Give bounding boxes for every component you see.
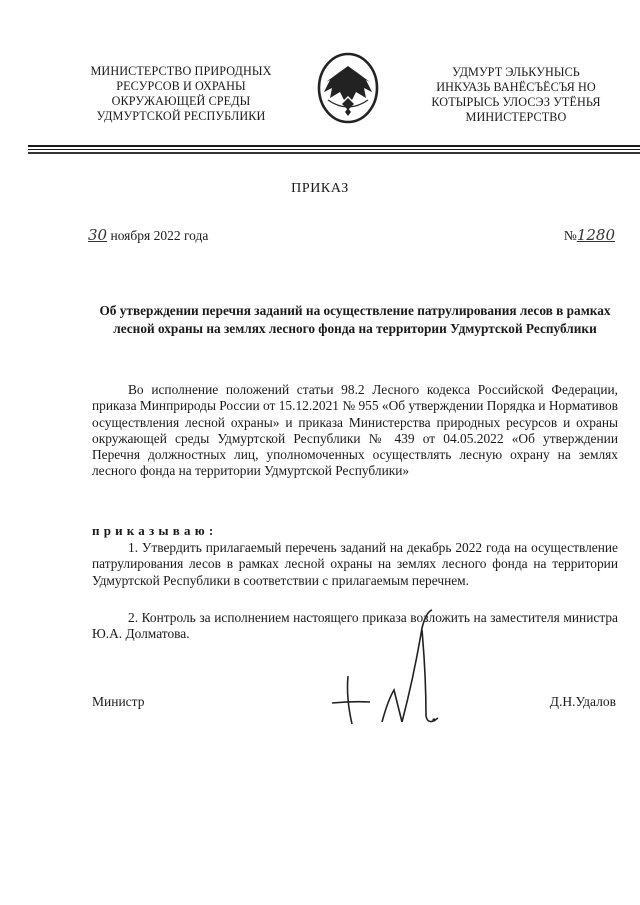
- signatory-role: Министр: [92, 694, 145, 709]
- preamble-paragraph: Во исполнение положений статьи 98.2 Лесного кодекса Российской Федерации, приказа Минприроды России от 15.12.2021 № 955 «Об утверждении Порядка и Нормативов осуществления лесной охраны» и приказа Министерства природных ресурсов и охраны окружающей среды Удмуртской Республики № 439 от 04.05.2022 «Об утверждении Перечня должностных лиц, уполномоченных осуществлять лесную охрану на землях лесного фонда на территории Удмуртской Республики»: [92, 382, 618, 479]
- order-item: 1. Утвердить прилагаемый перечень заданий на декабрь 2022 года на осуществление патрулирования лесов в рамках лесной охраны на землях лесного фонда на территории Удмуртской Республики в соответствии с прилагаемым перечнем.: [92, 540, 618, 588]
- signatory-name: Д.Н.Удалов: [549, 694, 616, 709]
- header-line: КОТЫРЫСЬ УЛОСЭЗ УТЁНЬЯ: [431, 95, 601, 109]
- order-item: 2. Контроль за исполнением настоящего приказа возложить на заместителя министра Ю.А. Долматова.: [92, 610, 618, 642]
- header-line: ИНКУАЗЬ ВАНЁСЪЁСЪЯ НО: [436, 80, 596, 94]
- date-day-handwritten: 30: [88, 226, 108, 244]
- handwritten-signature: [322, 606, 452, 738]
- document-subject: Об утверждении перечня заданий на осуществление патрулирования лесов в рамках лесной охраны на землях лесного фонда на территории Удмуртской Республики: [99, 303, 611, 336]
- header-line: ОКРУЖАЮЩЕЙ СРЕДЫ: [111, 94, 251, 108]
- header-divider: [28, 152, 640, 154]
- document-type-title: ПРИКАЗ: [291, 181, 349, 196]
- order-word: приказываю:: [92, 523, 218, 538]
- number-handwritten: 1280: [576, 226, 615, 244]
- header-line: УДМУРТСКОЙ РЕСПУБЛИКИ: [96, 109, 266, 123]
- document-date: [88, 226, 208, 244]
- header-divider: [28, 149, 640, 150]
- ministry-name-russian: [78, 64, 284, 124]
- header-divider: [28, 145, 640, 147]
- coat-of-arms-icon: [308, 40, 388, 136]
- header-line: МИНИСТЕРСТВО ПРИРОДНЫХ: [90, 64, 272, 78]
- header-line: МИНИСТЕРСТВО: [465, 110, 567, 124]
- header-line: УДМУРТ ЭЛЬКУНЫСЬ: [452, 65, 580, 79]
- header-line: РЕСУРСОВ И ОХРАНЫ: [116, 79, 246, 93]
- ministry-name-udmurt: [414, 65, 618, 125]
- date-month-year: ноября 2022 года: [110, 228, 209, 243]
- document-number: [564, 226, 615, 244]
- number-prefix: №: [563, 228, 577, 243]
